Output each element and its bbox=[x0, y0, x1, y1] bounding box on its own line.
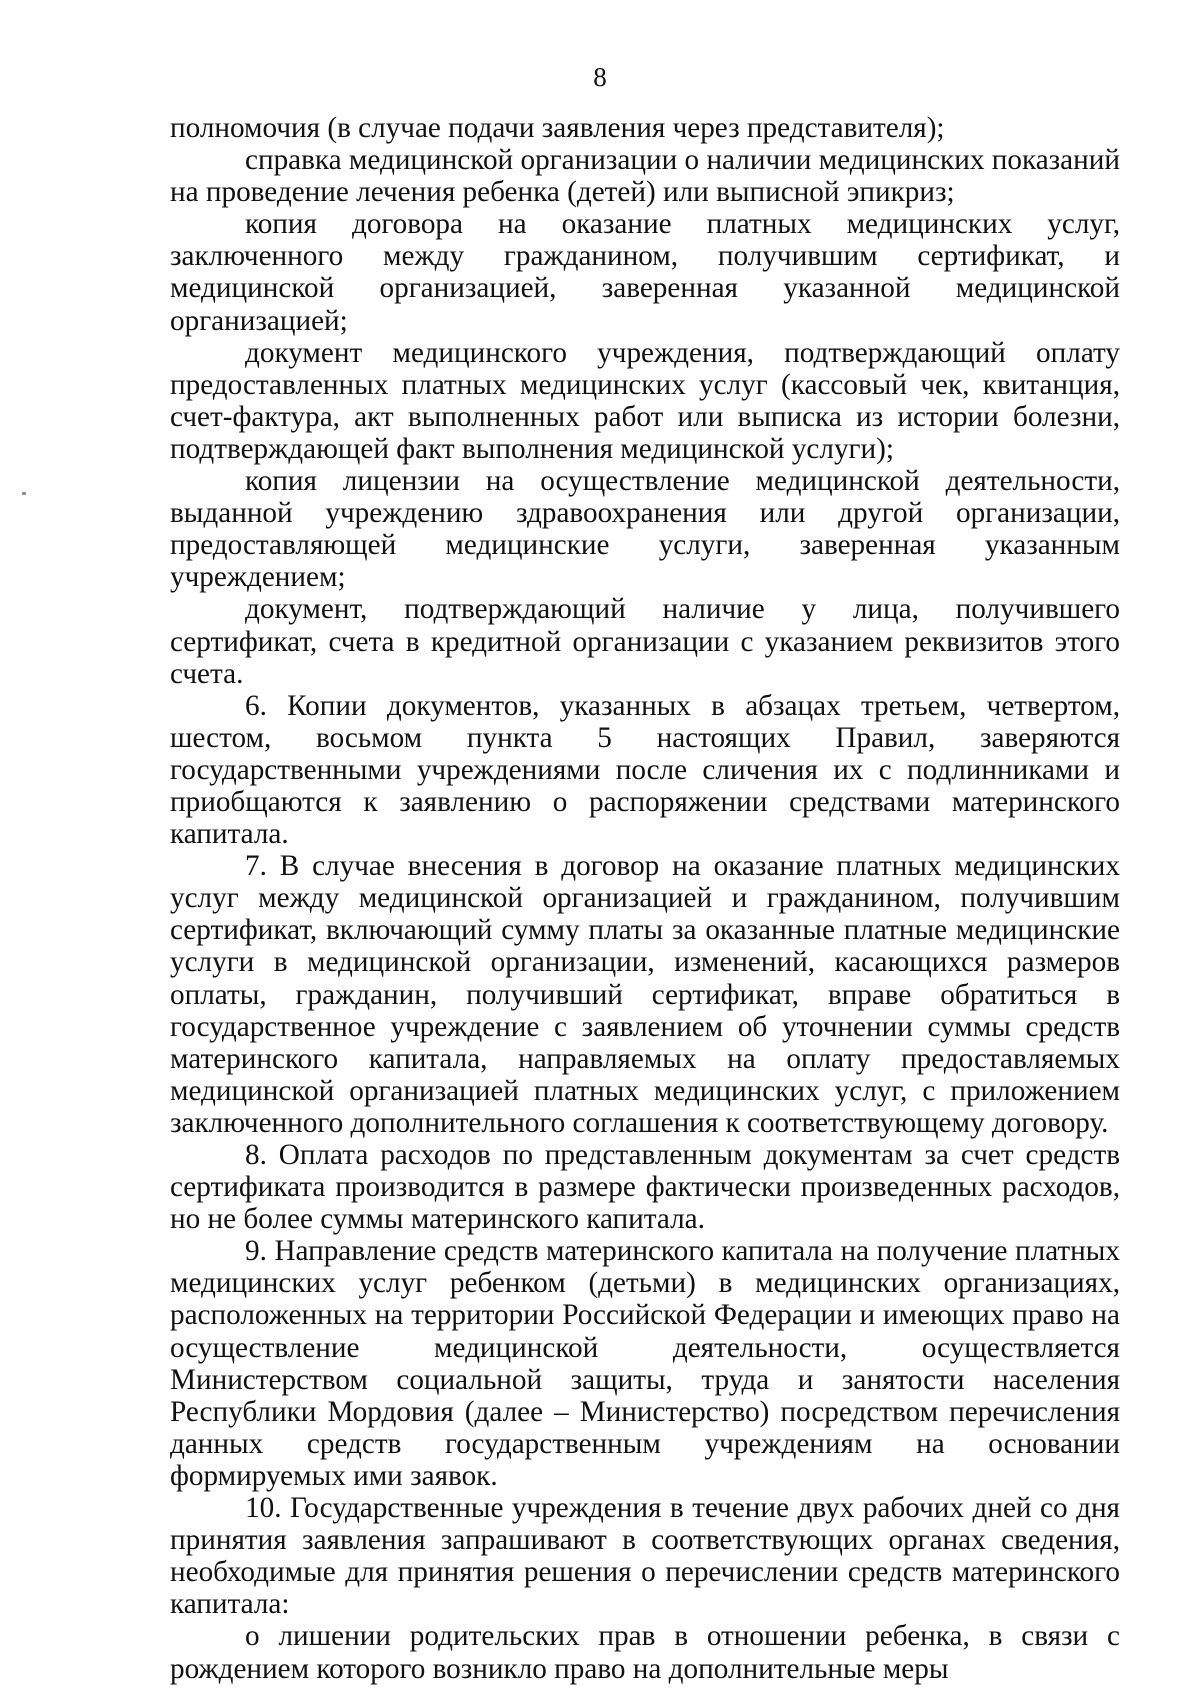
document-body bbox=[170, 112, 1120, 1685]
scan-speck bbox=[22, 492, 26, 495]
paragraph-medical-certificate: справка медицинской организации о наличии медицинских показаний на проведение лечения ребенка (детей) или выписной эпикриз; bbox=[170, 144, 1120, 209]
paragraph-payment-document: документ медицинского учреждения, подтверждающий оплату предоставленных платных медицинских услуг (кассовый чек, квитанция, счет-фактура, акт выполненных работ или выписка из истории болезни, подтверждающей факт выполнения медицинской услуги); bbox=[170, 336, 1120, 465]
paragraph-bank-account: документ, подтверждающий наличие у лица, получившего сертификат, счета в кредитной организации с указанием реквизитов этого счета. bbox=[170, 593, 1120, 690]
paragraph-item-9: 9. Направление средств материнского капитала на получение платных медицинских услуг ребенком (детьми) в медицинских организациях, расположенных на территории Российской Федерации и имеющих право на осуществление медицинской деятельности, осуществляется Министерством социальной защиты, труда и занятости населения Республики Мордовия (далее – Министерство) посредством перечисления данных средств государственным учреждениям на основании формируемых ими заявок. bbox=[170, 1235, 1120, 1492]
paragraph-item-8: 8. Оплата расходов по представленным документам за счет средств сертификата производится в размере фактически произведенных расходов, но не более суммы материнского капитала. bbox=[170, 1139, 1120, 1236]
page-number: 8 bbox=[593, 62, 607, 92]
paragraph-item-7: 7. В случае внесения в договор на оказание платных медицинских услуг между медицинской организацией и гражданином, получившим сертификат, включающий сумму платы за оказанные платные медицинские услуги в медицинской организации, изменений, касающихся размеров оплаты, гражданин, получивший сертификат, вправе обратиться в государственное учреждение с заявлением об уточнении суммы средств материнского капитала, направляемых на оплату предоставляемых медицинской организацией платных медицинских услуг, с приложением заключенного дополнительного соглашения к соответствующему договору. bbox=[170, 850, 1120, 1139]
paragraph-contract-copy: копия договора на оказание платных медицинских услуг, заключенного между гражданином, получившим сертификат, и медицинской организацией, заверенная указанной медицинской организацией; bbox=[170, 208, 1120, 337]
paragraph-parental-rights: о лишении родительских прав в отношении ребенка, в связи с рождением которого возникло право на дополнительные меры bbox=[170, 1620, 1120, 1685]
paragraph-item-6: 6. Копии документов, указанных в абзацах третьем, четвертом, шестом, восьмом пункта 5 настоящих Правил, заверяются государственными учреждениями после сличения их с подлинниками и приобщаются к заявлению о распоряжении средствами материнского капитала. bbox=[170, 689, 1120, 851]
paragraph-continuation: полномочия (в случае подачи заявления через представителя); bbox=[170, 112, 945, 144]
paragraph-item-10: 10. Государственные учреждения в течение двух рабочих дней со дня принятия заявления запрашивают в соответствующих органах сведения, необходимые для принятия решения о перечислении средств материнского капитала: bbox=[170, 1492, 1120, 1621]
paragraph-license-copy: копия лицензии на осуществление медицинской деятельности, выданной учреждению здравоохранения или другой организации, предоставляющей медицинские услуги, заверенная указанным учреждением; bbox=[170, 465, 1120, 594]
